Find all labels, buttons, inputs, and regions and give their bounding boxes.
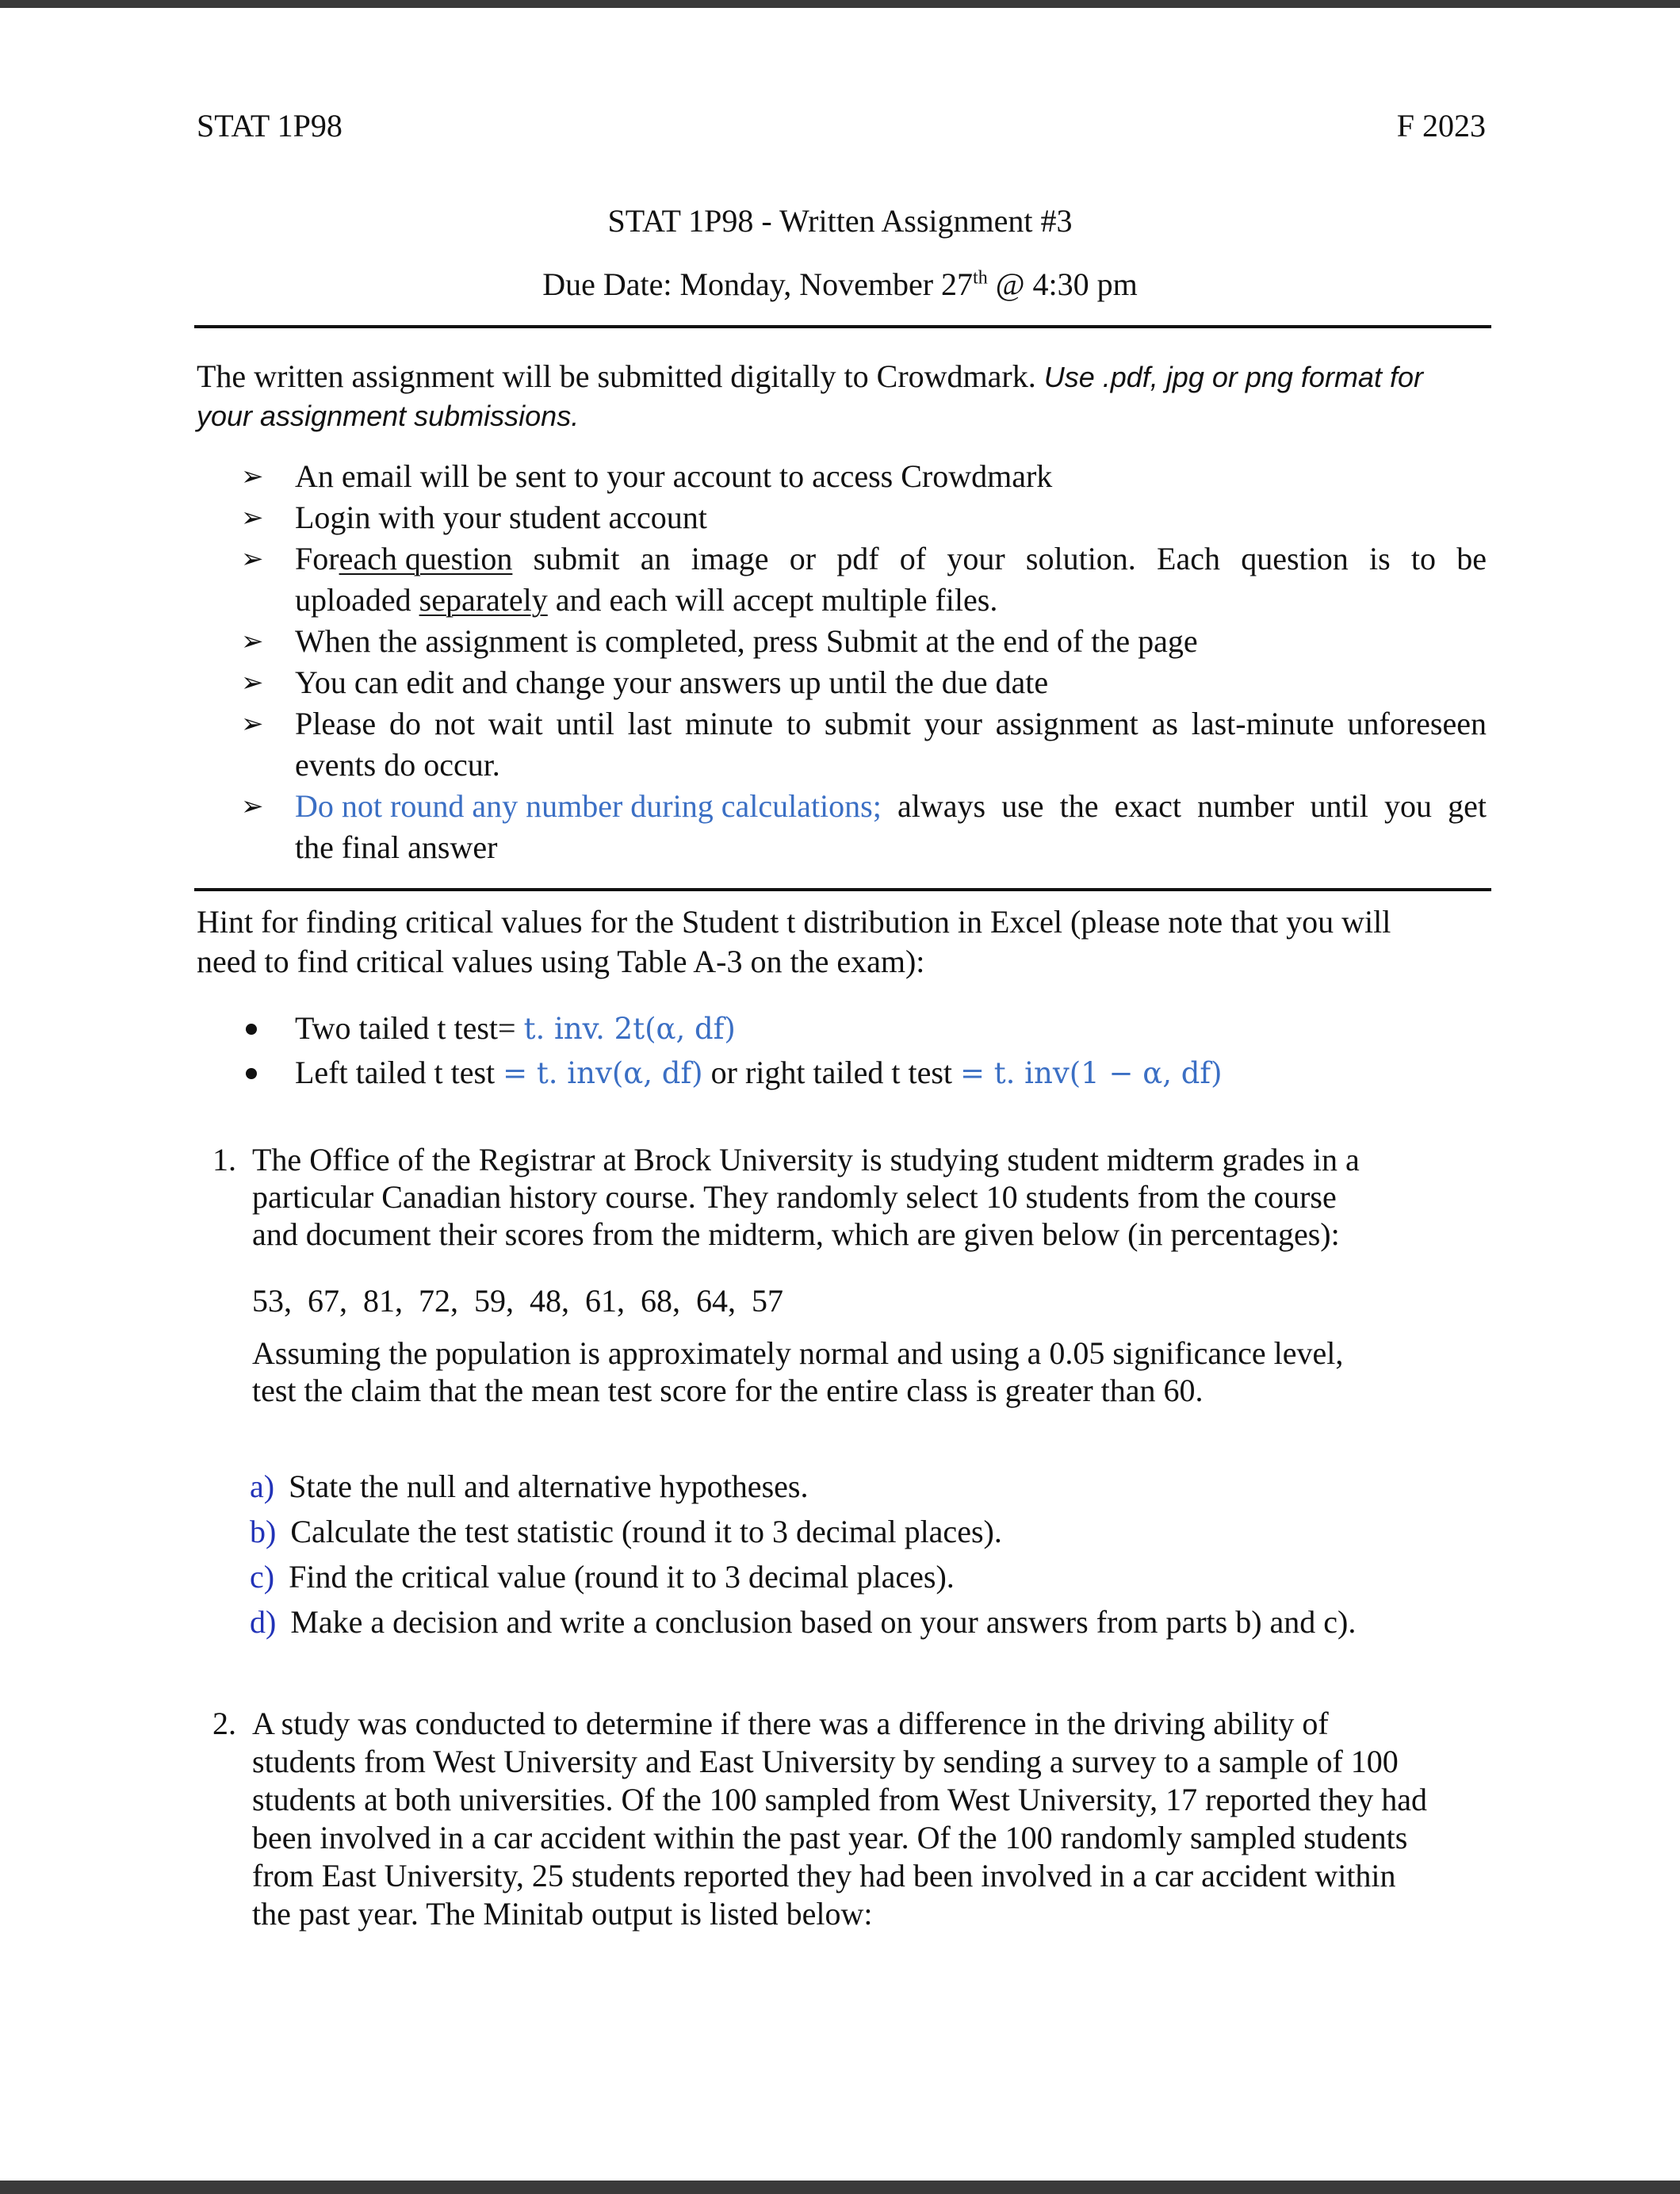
- title-divider: [194, 325, 1491, 328]
- intro-line1: [197, 357, 1423, 397]
- question-number: 1.: [212, 1142, 236, 1177]
- q1-line3: and document their scores from the midterm, which are given below (in percentages):: [252, 1216, 1340, 1252]
- bullet-dot-icon: [246, 1024, 257, 1035]
- question-number: 2.: [212, 1706, 236, 1741]
- q2-line4: been involved in a car accident within the past year. Of the 100 randomly sampled students: [252, 1820, 1408, 1855]
- q2-line5: from East University, 25 students reported they had been involved in a car accident within: [252, 1858, 1396, 1893]
- q1-data-values: 53, 67, 81, 72, 59, 48, 61, 68, 64, 57: [252, 1283, 783, 1319]
- q2-line1: A study was conducted to determine if there was a difference in the driving ability of: [252, 1706, 1329, 1741]
- arrow-bullet-icon: ➢: [241, 502, 264, 534]
- each-question-underlined: each question: [339, 541, 513, 576]
- q2-line6: the past year. The Minitab output is listed below:: [252, 1896, 873, 1932]
- due-date-suffix: @ 4:30 pm: [987, 266, 1138, 302]
- due-date-sup: th: [973, 267, 988, 289]
- list-item: ➢ Do not round any number during calculations; always use the exact number until you get the final answer: [246, 786, 1487, 868]
- hint-line1: Hint for finding critical values for the Student t distribution in Excel (please note that you will: [197, 904, 1391, 940]
- due-date: [0, 266, 1680, 303]
- arrow-bullet-icon: ➢: [241, 791, 264, 822]
- left-tailed-formula: = t. inv(α, df): [503, 1056, 703, 1090]
- hint-bullet-two-tailed: Two tailed t test= t. inv. 2t(α, df): [246, 1009, 1356, 1053]
- header-course: STAT 1P98: [197, 108, 343, 144]
- q2-line3: students at both universities. Of the 100 sampled from West University, 17 reported they had: [252, 1782, 1428, 1817]
- q1-claim-line1: Assuming the population is approximately normal and using a 0.05 significance level,: [252, 1335, 1344, 1371]
- arrow-bullet-icon: ➢: [241, 667, 264, 699]
- q1-claim-line2: test the claim that the mean test score for the entire class is greater than 60.: [252, 1373, 1204, 1408]
- part-label: d): [250, 1604, 277, 1640]
- due-date-prefix: Due Date: Monday, November 27: [542, 266, 974, 302]
- right-tailed-formula: = t. inv(1 − α, df): [960, 1056, 1223, 1090]
- arrow-bullet-icon: ➢: [241, 626, 264, 657]
- item3-line2: uploaded separately and each will accept multiple files.: [295, 582, 998, 618]
- two-tailed-formula: t. inv. 2t(α, df): [523, 1012, 736, 1046]
- q1-part-c: c) Find the critical value (round it to 3 decimal places).: [250, 1559, 955, 1595]
- q1-line2: particular Canadian history course. They randomly select 10 students from the course: [252, 1179, 1337, 1215]
- document-page: [0, 8, 1680, 2181]
- intro-italic-2: your assignment submissions.: [197, 400, 580, 432]
- rounding-warning: Do not round any number during calculations;: [295, 788, 882, 824]
- q2-line2: students from West University and East University by sending a survey to a sample of 100: [252, 1744, 1399, 1779]
- part-label: b): [250, 1514, 277, 1549]
- item3-line1: For each question submit an image or pdf of your solution. Each question is to be: [295, 538, 1487, 580]
- list-item: [241, 538, 1487, 621]
- arrow-bullet-icon: ➢: [241, 461, 264, 492]
- q1-part-a: a) State the null and alternative hypotheses.: [250, 1468, 809, 1504]
- q1-part-d: d) Make a decision and write a conclusion based on your answers from parts b) and c).: [250, 1604, 1357, 1640]
- part-label: c): [250, 1559, 275, 1595]
- hint-bullet-one-tailed: Left tailed t test = t. inv(α, df) or right tailed t test = t. inv(1 − α, df): [246, 1053, 1356, 1097]
- hint-line2: need to find critical values using Table A-3 on the exam):: [197, 944, 925, 979]
- q1-line1: The Office of the Registrar at Brock University is studying student midterm grades in a: [252, 1142, 1360, 1177]
- header-term: F 2023: [1396, 108, 1486, 144]
- assignment-title: STAT 1P98 - Written Assignment #3: [607, 203, 1073, 239]
- instructions-list: ➢ An email will be sent to your account to access Crowdmark ➢ Login with your student account ➢ For each question submit an image or pdf of your solution. Each question is to be uploaded separately and each will accept multiple files. ➢ When the assignment is completed, press Submit at the end of the page ➢ You can edit and change your answers up until the due date ➢ Please do not wait until last minute to submit your assignment as last-minute unforeseen events do occur. ➢ Do not round any number during calculations; always use the exact number until you get the final answer: [246, 456, 1487, 868]
- arrow-bullet-icon: ➢: [241, 543, 264, 575]
- arrow-bullet-icon: ➢: [241, 708, 264, 740]
- bullet-dot-icon: [246, 1068, 257, 1079]
- q1-part-b: b) Calculate the test statistic (round it to 3 decimal places).: [250, 1514, 1002, 1549]
- intro-italic-1: Use .pdf, jpg or png format for: [1043, 361, 1423, 393]
- separately-underlined: separately: [419, 582, 548, 618]
- list-item: ➢ Please do not wait until last minute to submit your assignment as last-minute unforeseen events do occur.: [246, 703, 1487, 786]
- item7-line1: Do not round any number during calculations; always use the exact number until you get: [295, 786, 1487, 827]
- intro-text: The written assignment will be submitted digitally to Crowdmark.: [197, 358, 1044, 394]
- item3-rest: submit an image or pdf of your solution. Each question is to be: [512, 541, 1487, 576]
- hint-divider: [194, 888, 1491, 891]
- part-label: a): [250, 1468, 275, 1504]
